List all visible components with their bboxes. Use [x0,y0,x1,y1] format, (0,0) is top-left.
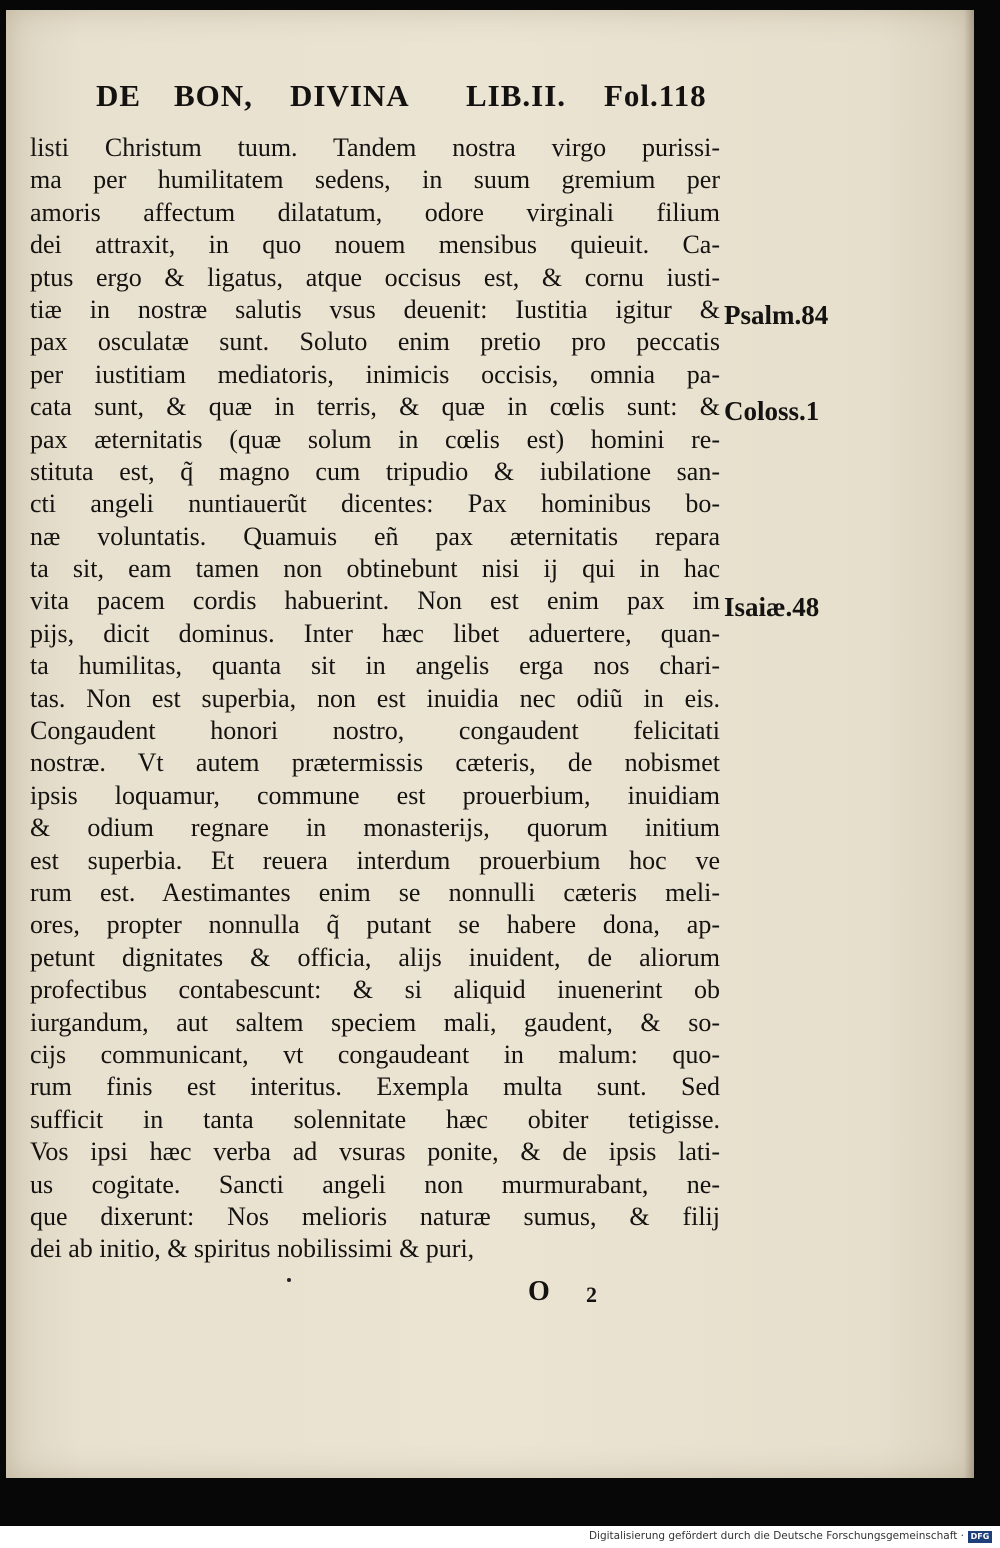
page-gutter-shadow [964,10,974,1478]
text-line: ta humilitas, quanta sit in angelis erga nos chari- [30,651,720,681]
footer-bar [0,1526,1000,1548]
text-line: tas. Non est superbia, non est inuidia nec odiũ in eis. [30,683,720,713]
text-line: Vos ipsi hæc verba ad vsuras ponite, & de ipsis lati- [30,1137,720,1167]
header-part-1: DE [96,78,142,113]
text-line: pijs, dicit dominus. Inter hæc libet aduertere, quan- [30,618,720,648]
header-part-2: BON, [174,78,253,113]
text-line: rum finis est interitus. Exempla multa sunt. Sed [30,1072,720,1102]
text-line: amoris affectum dilatatum, odore virginali filium [30,197,720,227]
text-line: us cogitate. Sancti angeli non murmurabant, ne- [30,1169,720,1199]
text-line: cata sunt, & quæ in terris, & quæ in cœlis sunt: & [30,392,720,422]
text-line: per iustitiam mediatoris, inimicis occisis, omnia pa- [30,359,720,389]
text-line: profectibus contabescunt: & si aliquid inuenerint ob [30,975,720,1005]
text-line: pax osculatæ sunt. Soluto enim pretio pro peccatis [30,327,720,357]
main-text-block [30,132,720,1266]
text-line: cti angeli nuntiauerũt dicentes: Pax hominibus bo- [30,489,720,519]
text-line: Congaudent honori nostro, congaudent felicitati [30,716,720,746]
text-line: listi Christum tuum. Tandem nostra virgo purissi- [30,133,720,162]
text-line: vita pacem cordis habuerint. Non est enim pax im [30,586,720,616]
footer-credit: Digitalisierung gefördert durch die Deutsche Forschungsgemeinschaft · [588,1530,964,1542]
header-folio: Fol.118 [604,78,707,113]
text-line: ta sit, eam tamen non obtinebunt nisi ij qui in hac [30,554,720,584]
running-header [96,78,707,118]
text-line: petunt dignitates & officia, alijs inuident, de aliorum [30,942,720,972]
text-line: næ voluntatis. Quamuis eñ pax æternitatis repara [30,521,720,551]
text-line: dei attraxit, in quo nouem mensibus quieuit. Ca- [30,230,720,260]
text-line: dei ab initio, & spiritus nobilissimi & puri, [30,1234,475,1264]
text-line: cijs communicant, vt congaudeant in malum: quo- [30,1039,720,1069]
text-line: que dixerunt: Nos melioris naturæ sumus, & filij [30,1201,720,1231]
decorative-dot [287,1278,291,1282]
text-line: tiæ in nostræ salutis vsus deuenit: Iustitia igitur & [30,294,720,324]
text-line: iurgandum, aut saltem speciem mali, gaudent, & so- [30,1007,720,1037]
text-line: nostræ. Vt autem prætermissis cæteris, de nobismet [30,748,720,778]
text-line: pax æternitatis (quæ solum in cœlis est) homini re- [30,424,720,454]
text-line: & odium regnare in monasterijs, quorum initium [30,813,720,843]
margin-note-coloss: Coloss.1 [724,396,820,426]
text-line: stituta est, q̃ magno cum tripudio & iubilatione san- [30,456,720,486]
margin-note-isaiae: Isaiæ.48 [724,592,820,622]
text-line: ores, propter nonnulla q̃ putant se habere dona, ap- [30,910,720,940]
dfg-logo-icon: DFG [968,1531,992,1543]
header-part-3: DIVINA [290,78,410,113]
signature-number: 2 [586,1282,597,1307]
margin-note-psalm: Psalm.84 [724,300,829,330]
text-line: ptus ergo & ligatus, atque occisus est, & cornu iusti- [30,262,720,292]
text-line: rum est. Aestimantes enim se nonnulli cæteris meli- [30,877,720,907]
text-line: sufficit in tanta solennitate hæc obiter tetigisse. [30,1104,720,1134]
text-line: est superbia. Et reuera interdum prouerbium hoc ve [30,845,720,875]
text-line: ma per humilitatem sedens, in suum gremium per [30,165,720,195]
header-part-4: LIB.II. [466,78,567,113]
text-line: ipsis loquamur, commune est prouerbium, inuidiam [30,780,720,810]
signature-letter: O [528,1276,550,1307]
